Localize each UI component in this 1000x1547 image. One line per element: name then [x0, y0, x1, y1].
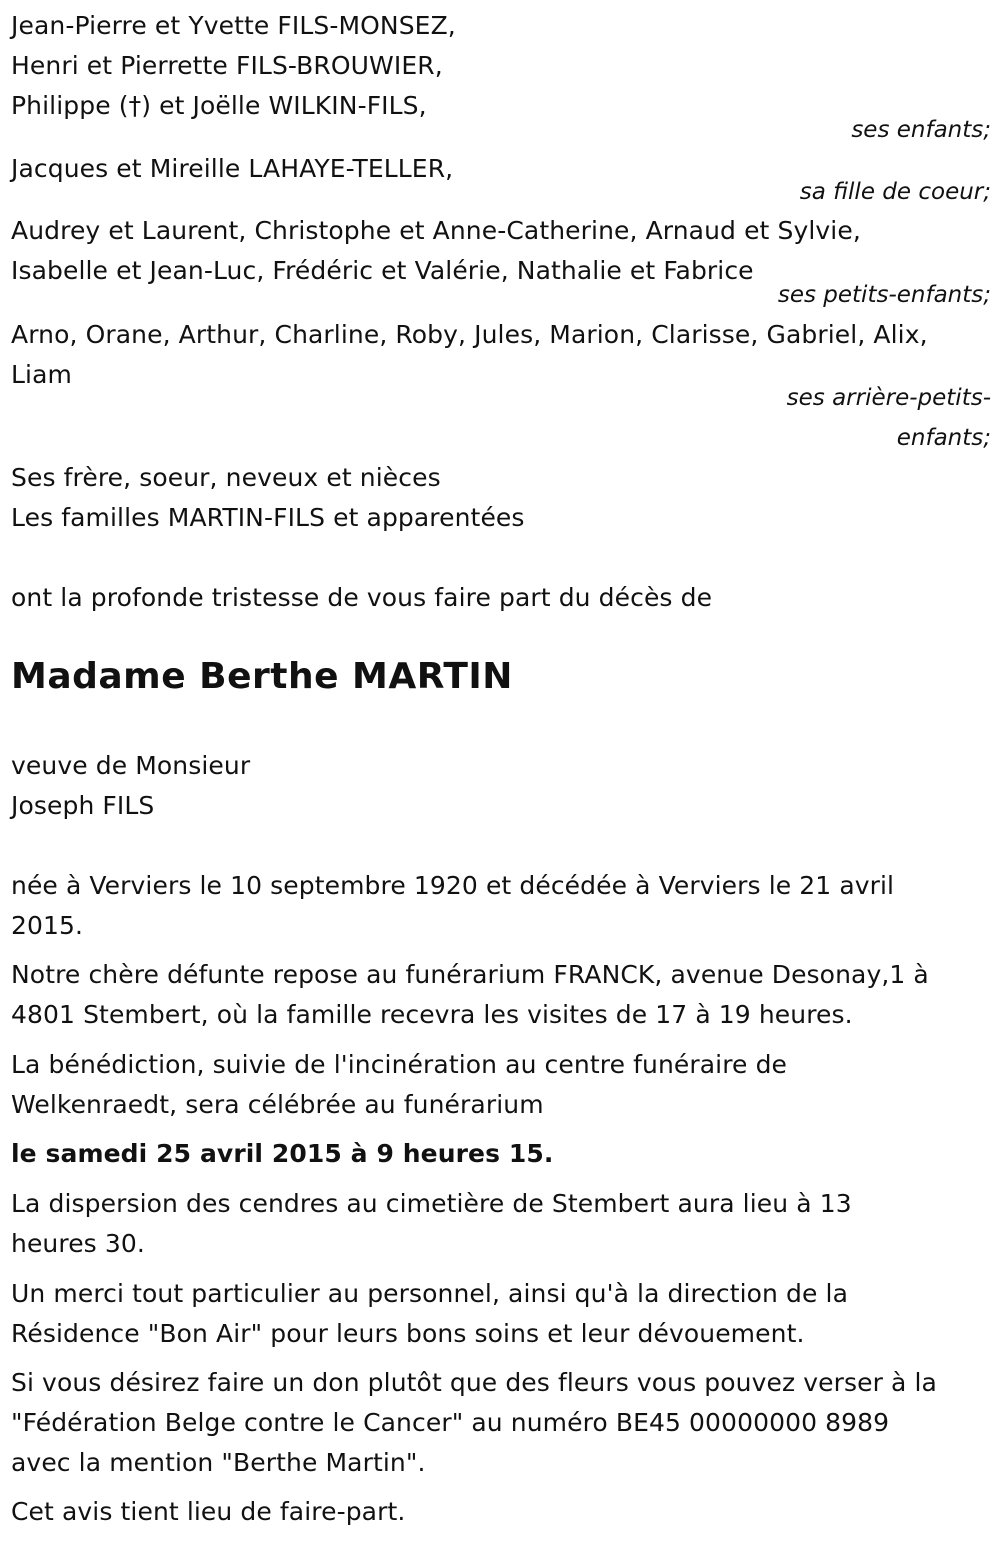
great-grandchildren-role: enfants;: [896, 425, 991, 451]
child-line-philippe: [11, 91, 427, 121]
blessing-line: La bénédiction, suivie de l'incinération au centre funéraire de: [11, 1050, 788, 1079]
widow-line: Joseph FILS: [11, 791, 155, 820]
philippe-suffix: ) et Joëlle WILKIN-FILS,: [141, 91, 427, 120]
widow-line: veuve de Monsieur: [11, 751, 251, 780]
children-role: ses enfants;: [851, 117, 991, 143]
grandchildren-role: ses petits-enfants;: [777, 282, 991, 308]
donation-line: "Fédération Belge contre le Cancer" au numéro BE45 00000000 8989: [11, 1408, 890, 1437]
blessing-line: Welkenraedt, sera célébrée au funérarium: [11, 1090, 544, 1119]
heart-daughter-role: sa fille de coeur;: [799, 179, 991, 205]
child-line: Henri et Pierrette FILS-BROUWIER,: [11, 51, 443, 80]
great-grandchildren-role: ses arrière-petits-: [786, 385, 991, 411]
birth-death-line: 2015.: [11, 911, 84, 940]
great-grandchildren-line: Arno, Orane, Arthur, Charline, Roby, Jules, Marion, Clarisse, Gabriel, Alix,: [11, 320, 928, 349]
dispersion-line: La dispersion des cendres au cimetière de Stembert aura lieu à 13: [11, 1189, 852, 1218]
birth-death-line: née à Verviers le 10 septembre 1920 et décédée à Verviers le 21 avril: [11, 871, 895, 900]
thanks-line: Résidence "Bon Air" pour leurs bons soins et leur dévouement.: [11, 1319, 805, 1348]
thanks-line: Un merci tout particulier au personnel, ainsi qu'à la direction de la: [11, 1279, 849, 1308]
relatives-line: Ses frère, soeur, neveux et nièces: [11, 463, 441, 492]
grandchildren-line: Audrey et Laurent, Christophe et Anne-Catherine, Arnaud et Sylvie,: [11, 216, 861, 245]
great-grandchildren-line: Liam: [11, 360, 72, 389]
rest-line: 4801 Stembert, où la famille recevra les visites de 17 à 19 heures.: [11, 1000, 853, 1029]
grandchildren-line: Isabelle et Jean-Luc, Frédéric et Valérie, Nathalie et Fabrice: [11, 256, 754, 285]
ceremony-date: le samedi 25 avril 2015 à 9 heures 15.: [11, 1139, 554, 1168]
donation-line: avec la mention "Berthe Martin".: [11, 1448, 426, 1477]
rest-line: Notre chère défunte repose au funérarium FRANCK, avenue Desonay,1 à: [11, 960, 929, 989]
child-line: Jean-Pierre et Yvette FILS-MONSEZ,: [11, 11, 456, 40]
philippe-prefix: Philippe (: [11, 91, 129, 120]
announcement-text: ont la profonde tristesse de vous faire part du décès de: [11, 583, 713, 612]
dispersion-line: heures 30.: [11, 1229, 145, 1258]
relatives-line: Les familles MARTIN-FILS et apparentées: [11, 503, 525, 532]
cross-icon: †: [128, 91, 142, 120]
heart-daughter-line: Jacques et Mireille LAHAYE-TELLER,: [11, 154, 454, 183]
deceased-name: Madame Berthe MARTIN: [11, 656, 513, 697]
donation-line: Si vous désirez faire un don plutôt que des fleurs vous pouvez verser à la: [11, 1368, 937, 1397]
closing-line: Cet avis tient lieu de faire-part.: [11, 1497, 406, 1526]
